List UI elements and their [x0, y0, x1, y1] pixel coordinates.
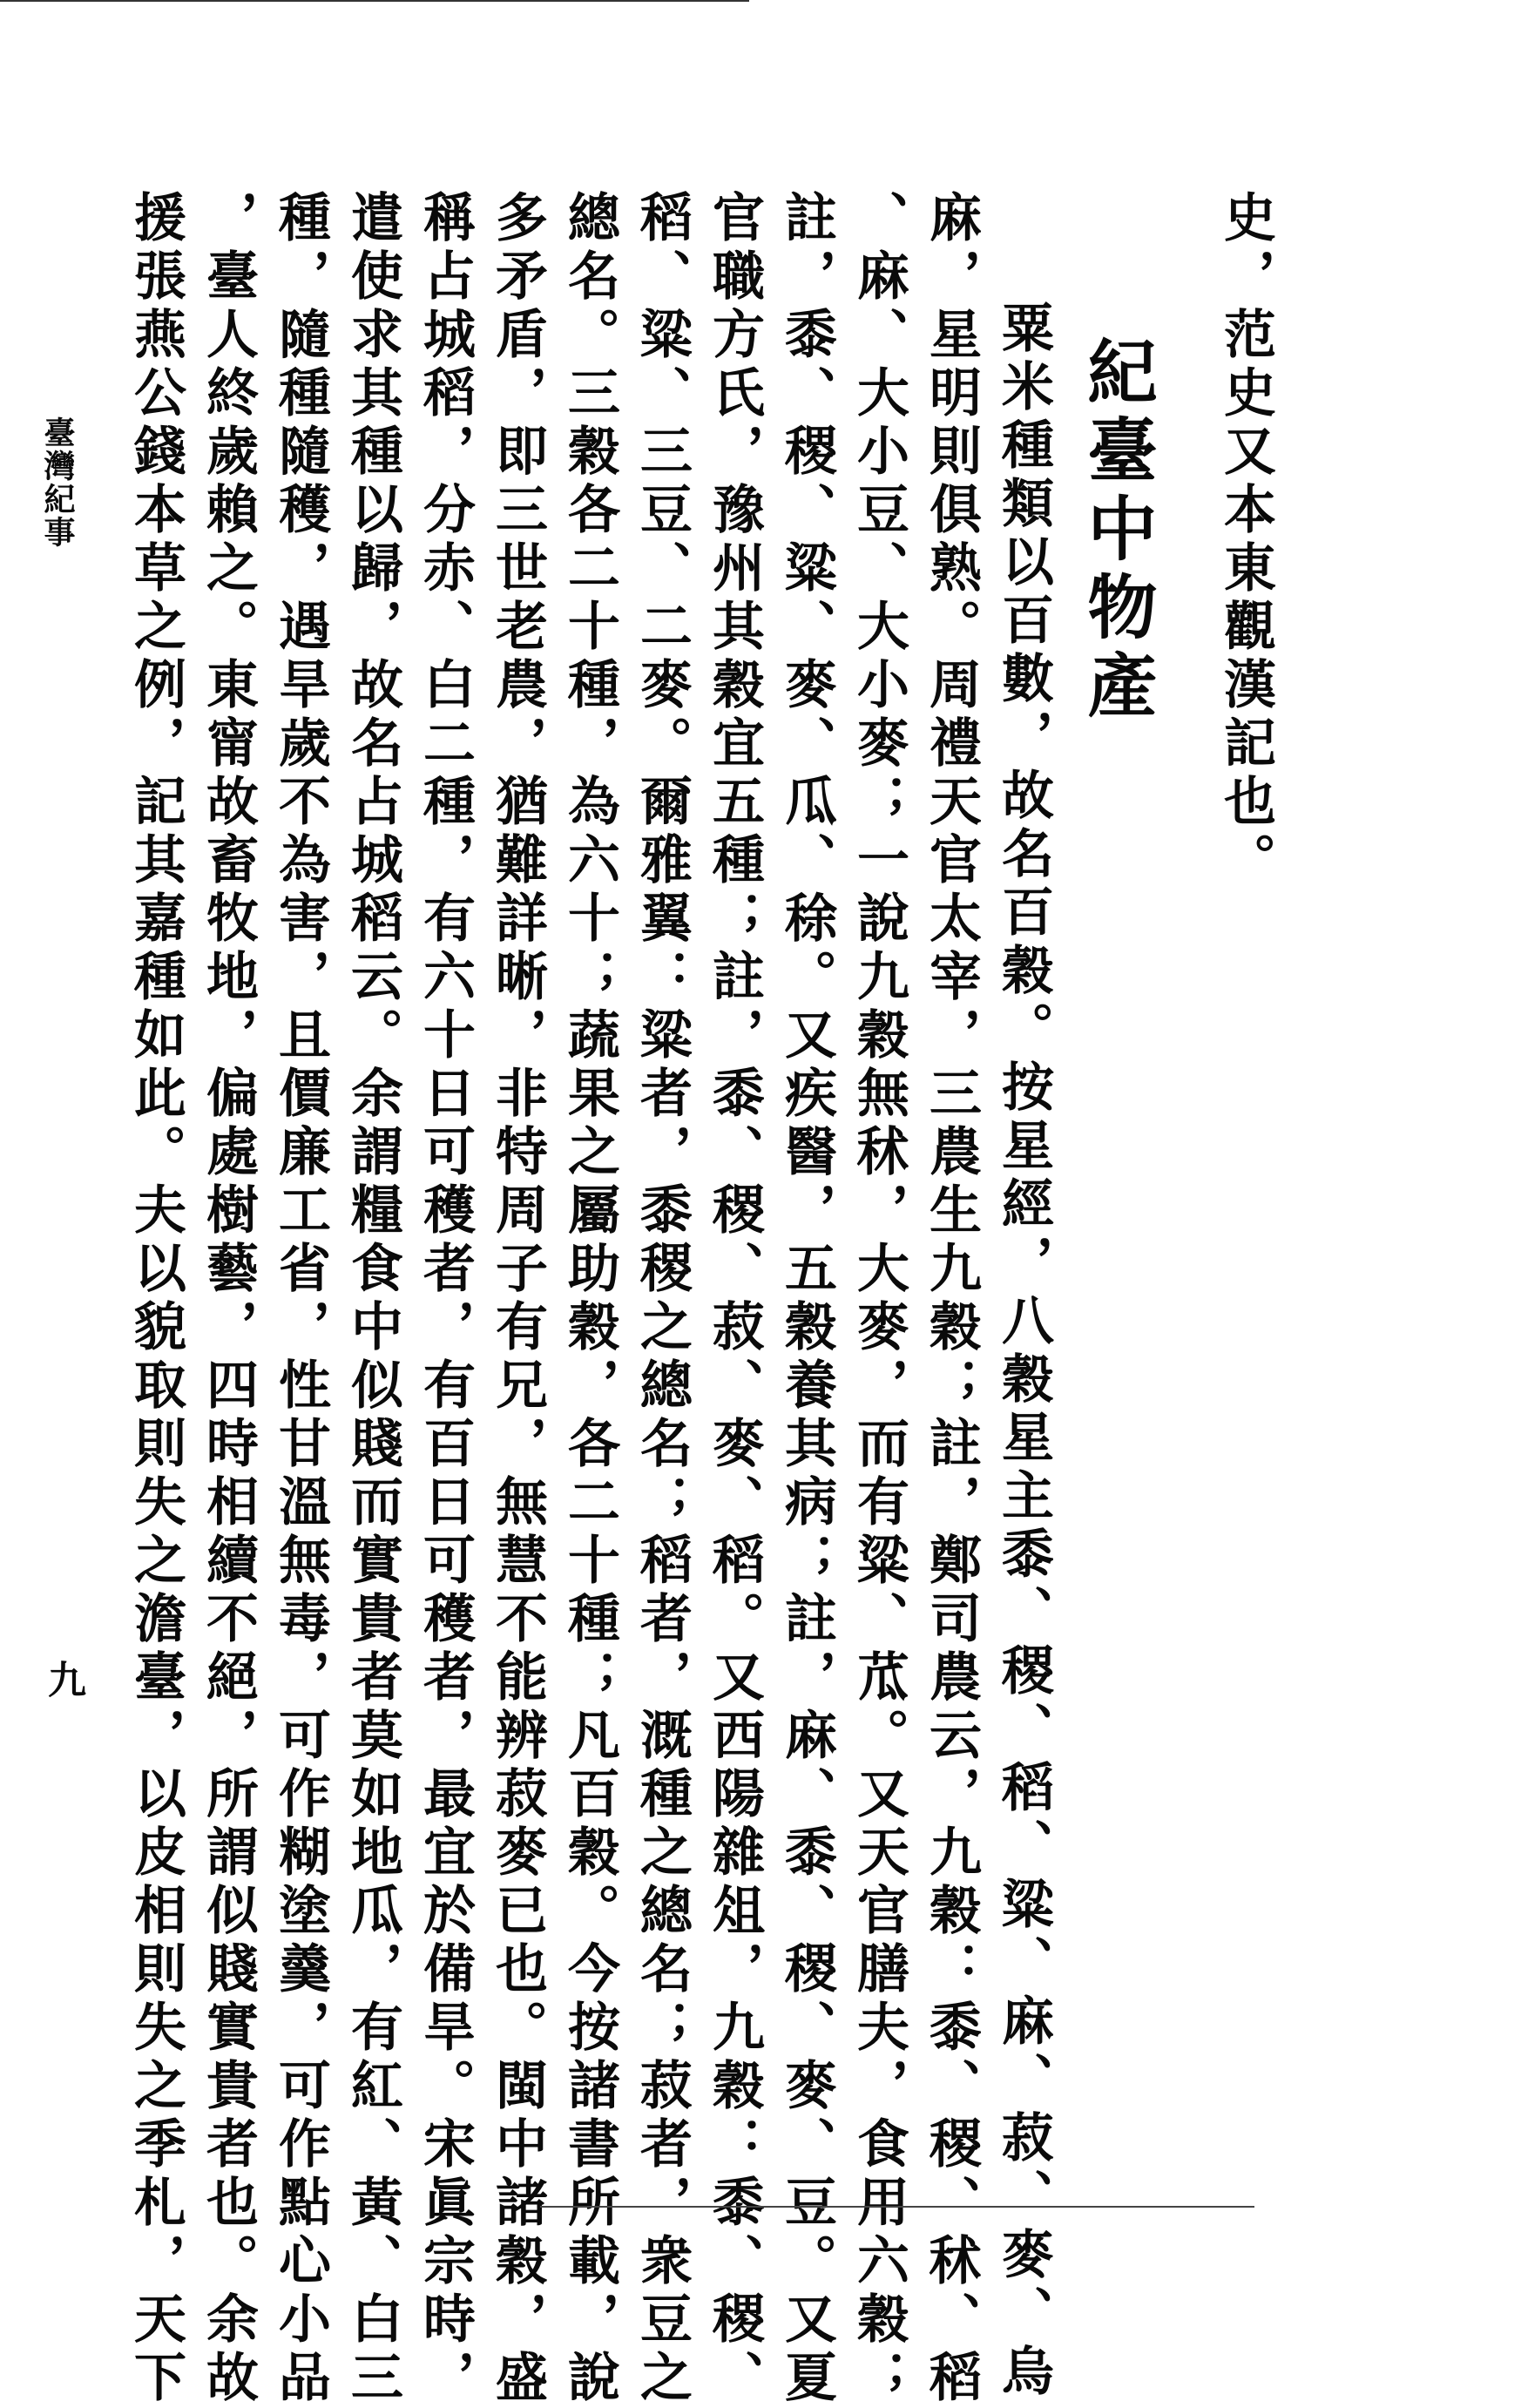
top-edge-rule	[0, 0, 749, 2]
continued-line: 史，范史又本東觀漢記也。	[1215, 190, 1276, 890]
section-title: 紀臺中物產	[1076, 335, 1158, 727]
body-column-4: 註，黍、稷、粱、麥、瓜、稌。又疾醫，五穀養其病；註，麻、黍、稷、麥、豆。又夏	[776, 190, 837, 2408]
body-column-6: 稻、粱、三豆、二麥。爾雅翼：粱者，黍稷之總名；稻者，溉種之總名；菽者，衆豆之	[632, 190, 693, 2408]
body-column-12: ，臺人終歲賴之。東甯故畜牧地，偏處樹藝，四時相續不絕，所謂似賤實貴者也。余故	[198, 190, 259, 2408]
body-column-11: 種，隨種隨穫，遇旱歲不為害，且價廉工省，性甘溫無毒，可作糊塗羹，可作點心小品	[270, 190, 331, 2408]
bottom-edge-rule	[540, 2206, 1254, 2208]
body-column-3: 、麻、大小豆、大小麥；一說九穀無秫，大麥，而有粱、苽。又天官膳夫，食用六穀；	[848, 190, 909, 2408]
body-column-2: 麻，星明則俱熟。周禮天官太宰，三農生九穀；註，鄭司農云，九穀：黍、稷、秫、稻	[921, 190, 982, 2408]
body-column-1: 粟米種類以百數，故名百穀。按星經，八穀星主黍、稷、稻、粱、麻、菽、麥、烏	[993, 301, 1054, 2402]
body-column-8: 多矛盾，即三世老農，猶難詳晰，非特周子有兄，無慧不能辨菽麥已也。閩中諸穀，盛	[487, 190, 548, 2408]
body-column-13: 援張燕公錢本草之例，記其嘉種如此。夫以貌取則失之澹臺，以皮相則失之季札，天下	[125, 190, 186, 2408]
running-head: 臺灣紀事	[39, 416, 76, 549]
body-column-7: 總名。三穀各二十種，為六十；蔬果之屬助穀，各二十種；凡百穀。今按諸書所載，說	[559, 190, 620, 2408]
page-number: 九	[41, 1660, 85, 1704]
body-column-10: 遣使求其種以歸，故名占城稻云。余謂糧食中似賤而實貴者莫如地瓜，有紅、黃、白三	[342, 190, 403, 2408]
body-column-9: 稱占城稻，分赤、白二種，有六十日可穫者，有百日可穫者，最宜於備旱。宋眞宗時，	[415, 190, 476, 2408]
body-column-5: 官職方氏，豫州其穀宜五種；註，黍、稷、菽、麥、稻。又西陽雜俎，九穀：黍、稷、	[704, 190, 765, 2408]
